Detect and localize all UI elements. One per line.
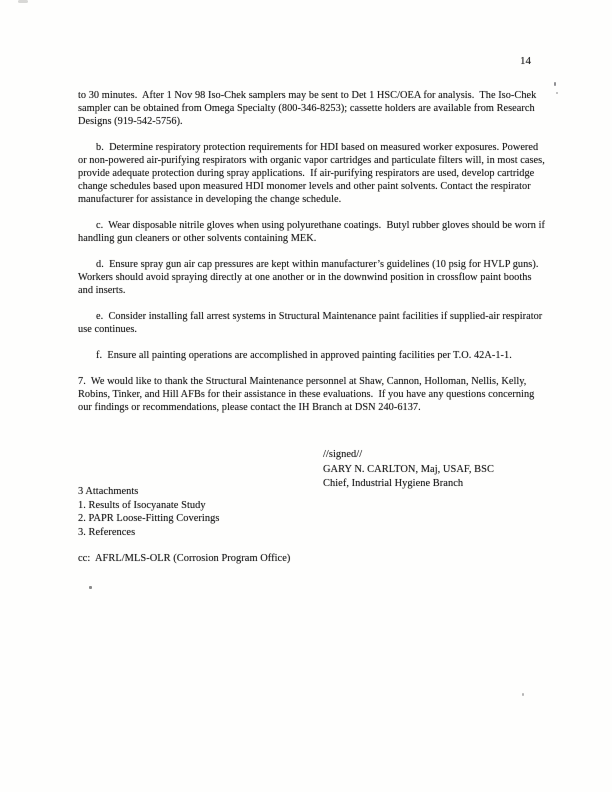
- paragraph-e: e. Consider installing fall arrest systems in Structural Maintenance paint facilities if supplied-air respirator use continues.: [78, 311, 545, 335]
- paragraph-f: f. Ensure all painting operations are accomplished in approved painting facilities per T.O. 42A-1-1.: [96, 350, 512, 361]
- scan-speck: [522, 693, 524, 696]
- scan-speck: [554, 82, 556, 86]
- scan-speck: [556, 92, 558, 94]
- signer-name: GARY N. CARLTON, Maj, USAF, BSC: [323, 463, 494, 475]
- page-number: 14: [520, 55, 532, 67]
- paragraph-c: c. Wear disposable nitrile gloves when using polyurethane coatings. Butyl rubber gloves should be worn if handling gun cleaners or other solvents containing MEK.: [78, 220, 548, 244]
- signature-block: [323, 448, 494, 492]
- signed-notation: //signed//: [323, 449, 363, 460]
- scan-smudge: [18, 0, 28, 3]
- attachments-block: [78, 485, 219, 540]
- memo-body: [78, 89, 548, 427]
- scan-speck: [89, 586, 92, 589]
- cc-line: cc: AFRL/MLS-OLR (Corrosion Program Office): [78, 553, 291, 564]
- attachment-item: 2. PAPR Loose-Fitting Coverings: [78, 513, 220, 525]
- attachments-heading: 3 Attachments: [78, 486, 139, 497]
- paragraph-b: b. Determine respiratory protection requirements for HDI based on measured worker exposures. Powered or non-powered air-purifying respirators with organic vapor cartridges and particulate filters will, in most cases, provide adequate protection during spray applications. If air-purifying respirators are used, develop cartridge change schedules based upon measured HDI monomer levels and other paint solvents. Contact the respirator manufacturer for assistance in developing the change schedule.: [78, 142, 548, 205]
- paragraph-continuation: to 30 minutes. After 1 Nov 98 Iso-Chek samplers may be sent to Det 1 HSC/OEA for analysis. The Iso-Chek sampler can be obtained from Omega Specialty (800-346-8253); cassette holders are available from Research Designs (919-542-5756).: [78, 90, 539, 127]
- attachment-item: 1. Results of Isocyanate Study: [78, 499, 206, 511]
- attachment-item: 3. References: [78, 527, 136, 539]
- paragraph-7: 7. We would like to thank the Structural Maintenance personnel at Shaw, Cannon, Holloman, Nellis, Kelly, Robins, Tinker, and Hill AFBs for their assistance in these evaluations. If you have any questions concerning our findings or recommendations, please contact the IH Branch at DSN 240-6137.: [78, 376, 537, 413]
- signer-title: Chief, Industrial Hygiene Branch: [323, 478, 464, 490]
- paragraph-d: d. Ensure spray gun air cap pressures are kept within manufacturer’s guidelines (10 psig for HVLP guns). Workers should avoid spraying directly at one another or in the downwind position in crossflow paint booths and inserts.: [78, 259, 544, 296]
